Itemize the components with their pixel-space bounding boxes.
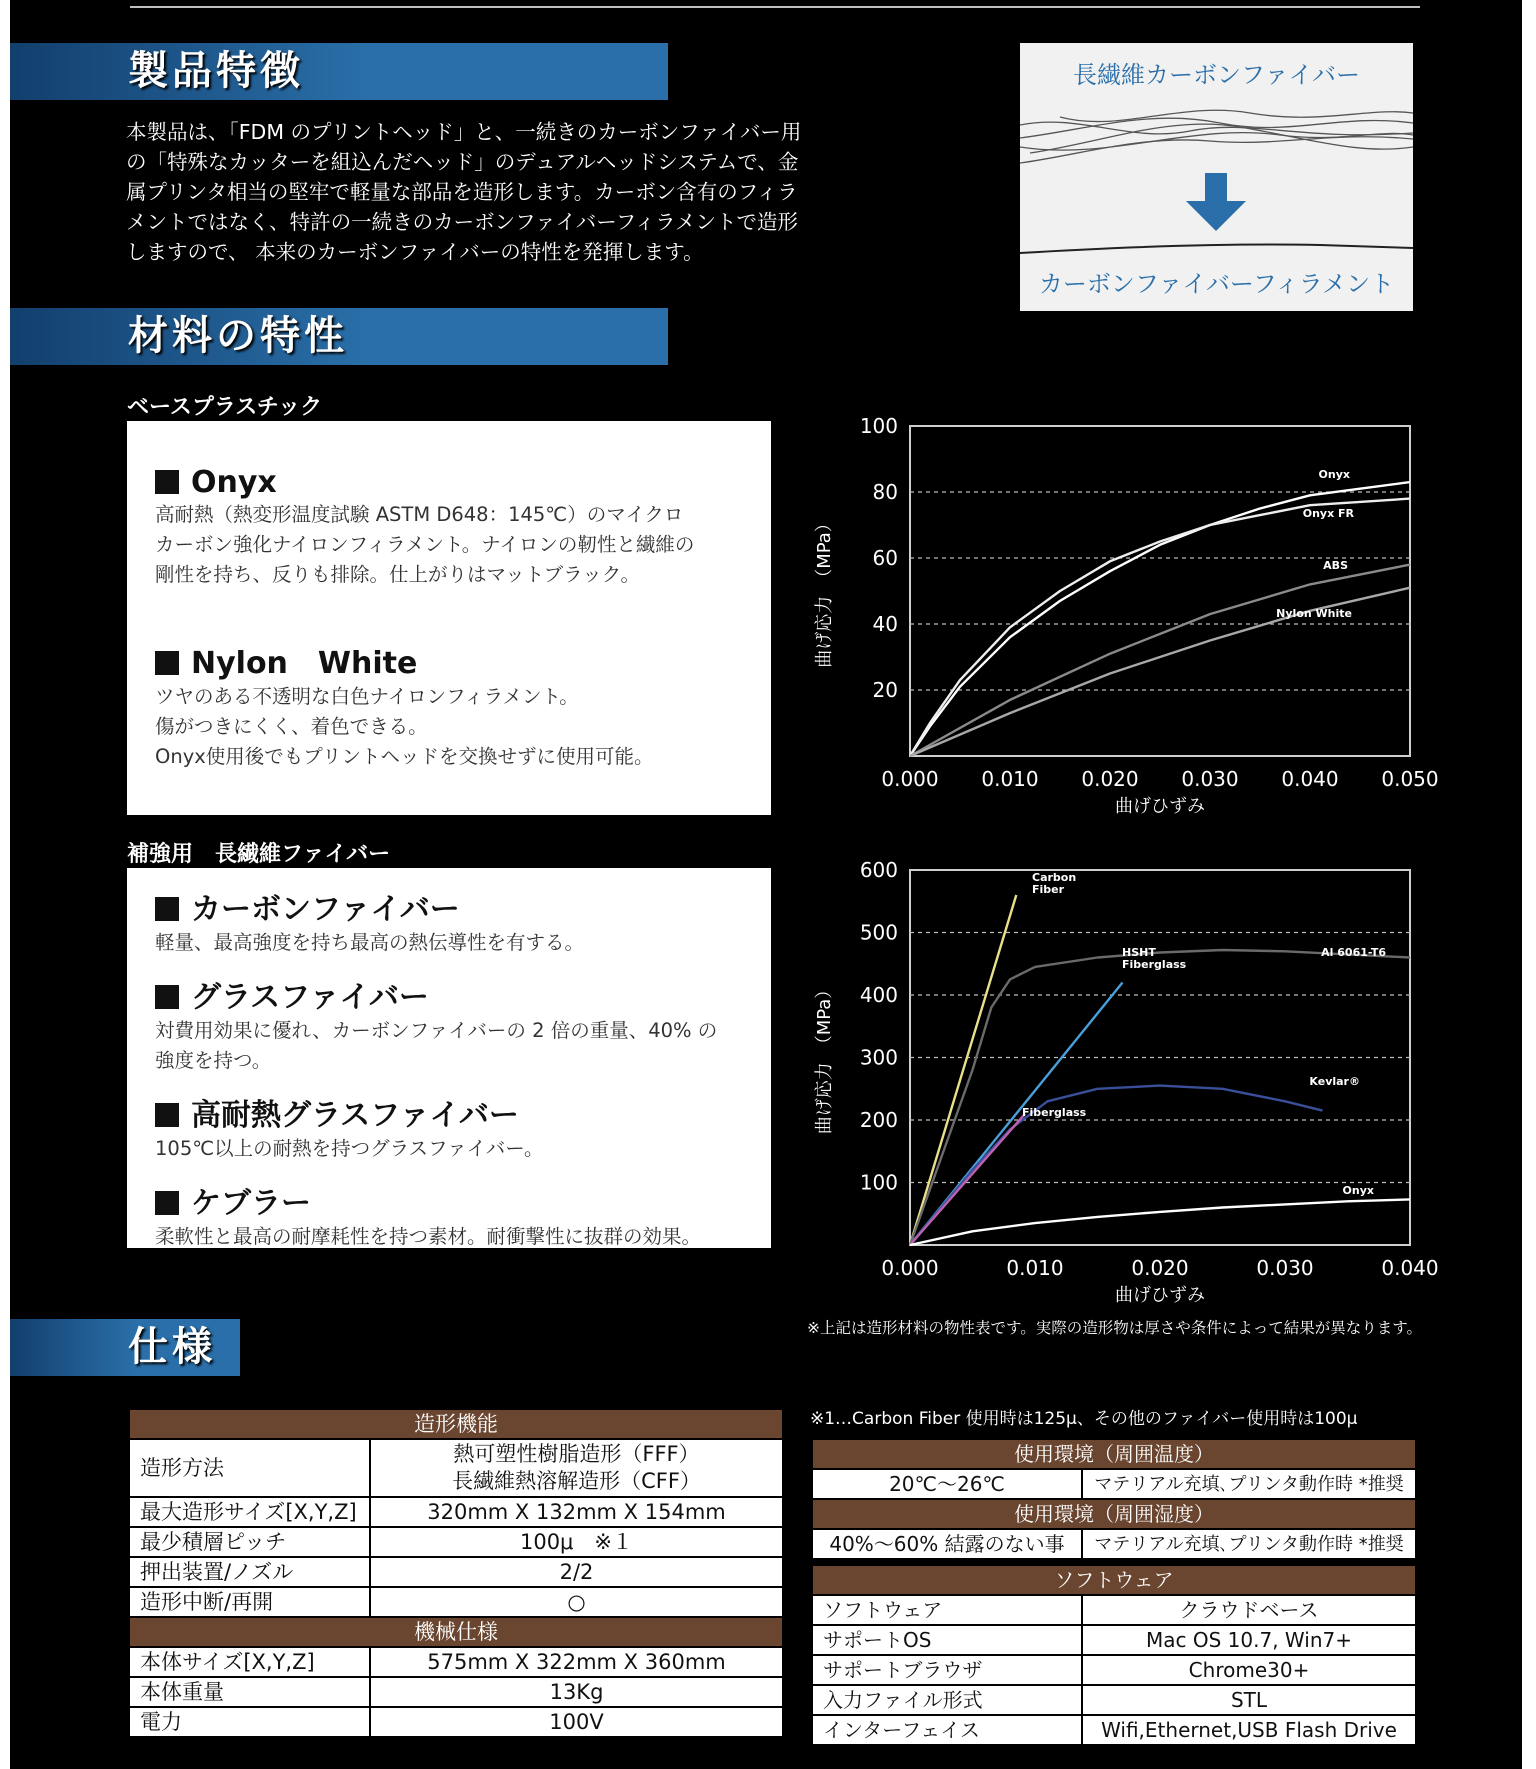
fiber-desc-hsht: 105℃以上の耐熱を持つグラスファイバー。 — [155, 1137, 544, 1160]
square-bullet-icon — [155, 897, 179, 921]
row-value: 熱可塑性樹脂造形（FFF） 長繊維熱溶解造形（CFF） — [370, 1439, 783, 1497]
row-value: 2/2 — [370, 1557, 783, 1587]
square-bullet-icon — [155, 470, 179, 494]
y-tick-label: 60 — [872, 546, 898, 570]
x-tick-label: 0.040 — [1281, 767, 1339, 791]
series-label: Al 6061-T6 — [1321, 946, 1386, 959]
row-label: 造形方法 — [129, 1439, 370, 1497]
row-label: 本体サイズ[X,Y,Z] — [129, 1647, 370, 1677]
row-value: Chrome30+ — [1082, 1655, 1416, 1685]
fiber-card — [127, 868, 771, 1248]
row-value: クラウドベース — [1082, 1595, 1416, 1625]
table-header-row — [129, 1617, 783, 1647]
series-label: Onyx — [1318, 468, 1350, 481]
humidity-detail: マテリアル充填､プリンタ動作時 *推奨 — [1082, 1529, 1416, 1559]
row-label: サポートOS — [812, 1625, 1082, 1655]
row-value: 320mm X 132mm X 154mm — [370, 1497, 783, 1527]
table-row — [812, 1625, 1416, 1655]
series-label: Nylon White — [1276, 607, 1352, 620]
series-label: Carbon Fiber — [1032, 871, 1077, 896]
x-axis-label: 曲げひずみ — [1115, 796, 1205, 817]
temp-detail: マテリアル充填､プリンタ動作時 *推奨 — [1082, 1469, 1416, 1499]
base-plastic-card — [127, 421, 771, 815]
series-label: Onyx — [1342, 1184, 1374, 1197]
x-tick-label: 0.030 — [1256, 1256, 1314, 1280]
figure-bottom-label: カーボンファイバーフィラメント — [1038, 270, 1395, 298]
series-label: Kevlar® — [1309, 1075, 1360, 1088]
material-title-nylon: Nylon White — [155, 638, 771, 682]
row-value: Wifi,Ethernet,USB Flash Drive — [1082, 1715, 1416, 1745]
row-label: サポートブラウザ — [812, 1655, 1082, 1685]
y-tick-label: 80 — [872, 480, 898, 504]
row-label: 最少積層ピッチ — [129, 1527, 370, 1557]
row-value: 575mm X 322mm X 360mm — [370, 1647, 783, 1677]
x-tick-label: 0.000 — [881, 1256, 939, 1280]
row-value: Mac OS 10.7, Win7+ — [1082, 1625, 1416, 1655]
machine-title: 機械仕様 — [129, 1617, 783, 1647]
x-tick-label: 0.040 — [1381, 1256, 1439, 1280]
material-desc-nylon: ツヤのある不透明な白色ナイロンフィラメント。 傷がつきにくく、着色できる。 Onyx使用後でもプリントヘッドを交換せずに使用可能。 — [155, 685, 654, 768]
square-bullet-icon — [155, 651, 179, 675]
row-label: 最大造形サイズ[X,Y,Z] — [129, 1497, 370, 1527]
fiber-desc-carbon: 軽量、最高強度を持ち最高の熱伝導性を有する。 — [155, 931, 585, 954]
software-title: ソフトウェア — [812, 1565, 1416, 1595]
features-text: 本製品は、「FDM のプリントヘッド」と、一続きのカーボンファイバー用の「特殊なカッターを組込んだヘッド」のデュアルヘッドシステムで、金属プリンタ相当の堅牢で軽量な部品を造形します。カーボン含有のフィラメントではなく、特許の一続きのカーボンファイバーフィラメントで造形しますので、 本来のカーボンファイバーの特性を発揮します。 — [126, 120, 802, 264]
y-tick-label: 500 — [859, 920, 898, 945]
x-tick-label: 0.010 — [981, 767, 1039, 791]
top-rule — [130, 6, 1420, 8]
spec-note: ※1…Carbon Fiber 使用時は125μ、その他のファイバー使用時は100μ — [810, 1409, 1358, 1429]
table-header-row — [812, 1439, 1416, 1469]
flexural-chart-plastics — [800, 405, 1460, 825]
x-axis-label: 曲げひずみ — [1115, 1285, 1205, 1306]
build-title: 造形機能 — [129, 1409, 783, 1439]
table-header-row — [812, 1499, 1416, 1529]
table-row — [812, 1529, 1416, 1559]
fiber-title-carbon: カーボンファイバー — [155, 884, 771, 928]
y-axis-label: 曲げ応力 （MPa） — [814, 514, 835, 668]
y-tick-label: 100 — [859, 414, 898, 438]
series-label: Onyx FR — [1302, 507, 1354, 520]
table-row — [129, 1497, 783, 1527]
fiber-title-glass: グラスファイバー — [155, 972, 771, 1016]
y-tick-label: 100 — [859, 1170, 898, 1195]
table-row — [812, 1655, 1416, 1685]
table-row — [129, 1587, 783, 1617]
square-bullet-icon — [155, 1191, 179, 1215]
spec-table-software — [811, 1564, 1417, 1746]
table-row — [812, 1469, 1416, 1499]
row-label: インターフェイス — [812, 1715, 1082, 1745]
row-label: 造形中断/再開 — [129, 1587, 370, 1617]
series-label: HSHT Fiberglass — [1122, 946, 1187, 971]
fiber-title-kevlar: ケブラー — [155, 1178, 771, 1222]
row-value: ○ — [370, 1587, 783, 1617]
table-row — [129, 1557, 783, 1587]
base-plastic-heading: ベースプラスチック — [127, 395, 323, 420]
fiber-figure — [1020, 43, 1413, 311]
fiber-heading: 補強用 長繊維ファイバー — [127, 842, 391, 867]
table-header-row — [129, 1409, 783, 1439]
row-value: STL — [1082, 1685, 1416, 1715]
material-desc-onyx: 高耐熱（熱変形温度試験 ASTM D648：145℃）のマイクロ カーボン強化ナイロンフィラメント。ナイロンの靭性と繊維の 剛性を持ち、反りも排除。仕上がりはマットブラック。 — [155, 503, 695, 586]
row-value: 100μ ※１ — [370, 1527, 783, 1557]
row-label: 電力 — [129, 1707, 370, 1737]
figure-top-label: 長繊維カーボンファイバー — [1072, 61, 1361, 89]
section-banner-materials: 材料の特性 — [10, 308, 668, 365]
chart-note: ※上記は造形材料の物性表です。実際の造形物は厚さや条件によって結果が異なります。 — [807, 1319, 1423, 1337]
y-tick-label: 200 — [859, 1108, 898, 1132]
table-row — [129, 1439, 783, 1497]
table-header-row — [812, 1565, 1416, 1595]
row-value: 13Kg — [370, 1677, 783, 1707]
y-tick-label: 20 — [872, 678, 898, 702]
table-row — [129, 1647, 783, 1677]
row-label: 押出装置/ノズル — [129, 1557, 370, 1587]
square-bullet-icon — [155, 985, 179, 1009]
fiber-desc-glass: 対費用効果に優れ、カーボンファイバーの 2 倍の重量、40% の 強度を持つ。 — [155, 1019, 718, 1072]
fiber-title-hsht: 高耐熱グラスファイバー — [155, 1090, 771, 1134]
brochure-page — [10, 0, 1522, 1769]
y-tick-label: 400 — [859, 983, 898, 1007]
x-tick-label: 0.020 — [1081, 767, 1139, 791]
table-row — [129, 1707, 783, 1737]
table-row — [129, 1527, 783, 1557]
section-banner-specs: 仕様 — [10, 1319, 240, 1376]
x-tick-label: 0.000 — [881, 767, 939, 791]
series-label: Fiberglass — [1022, 1106, 1087, 1119]
fiber-desc-kevlar: 柔軟性と最高の耐摩耗性を持つ素材。耐衝撃性に抜群の効果。 — [155, 1225, 702, 1248]
material-title-onyx: Onyx — [155, 465, 771, 500]
y-axis-label: 曲げ応力 （MPa） — [814, 980, 835, 1135]
table-row — [129, 1677, 783, 1707]
table-row — [812, 1715, 1416, 1745]
temp-range: 20℃～26℃ — [812, 1469, 1082, 1499]
x-tick-label: 0.030 — [1181, 767, 1239, 791]
row-label: ソフトウェア — [812, 1595, 1082, 1625]
x-tick-label: 0.050 — [1381, 767, 1439, 791]
y-tick-label: 40 — [872, 612, 898, 636]
x-tick-label: 0.020 — [1131, 1256, 1189, 1280]
table-row — [812, 1685, 1416, 1715]
temp-title: 使用環境（周囲温度） — [812, 1439, 1416, 1469]
spec-table-build — [128, 1408, 784, 1738]
section-banner-features: 製品特徴 — [10, 43, 668, 100]
row-label: 本体重量 — [129, 1677, 370, 1707]
spec-table-environment — [811, 1438, 1417, 1560]
humidity-range: 40%～60% 結露のない事 — [812, 1529, 1082, 1559]
table-row — [812, 1595, 1416, 1625]
row-label: 入力ファイル形式 — [812, 1685, 1082, 1715]
y-tick-label: 300 — [859, 1045, 898, 1070]
flexural-chart-fibers — [800, 850, 1460, 1310]
square-bullet-icon — [155, 1103, 179, 1127]
y-tick-label: 600 — [859, 858, 898, 882]
x-tick-label: 0.010 — [1006, 1256, 1064, 1280]
humidity-title: 使用環境（周囲湿度） — [812, 1499, 1416, 1529]
row-value: 100V — [370, 1707, 783, 1737]
series-label: ABS — [1323, 559, 1348, 572]
